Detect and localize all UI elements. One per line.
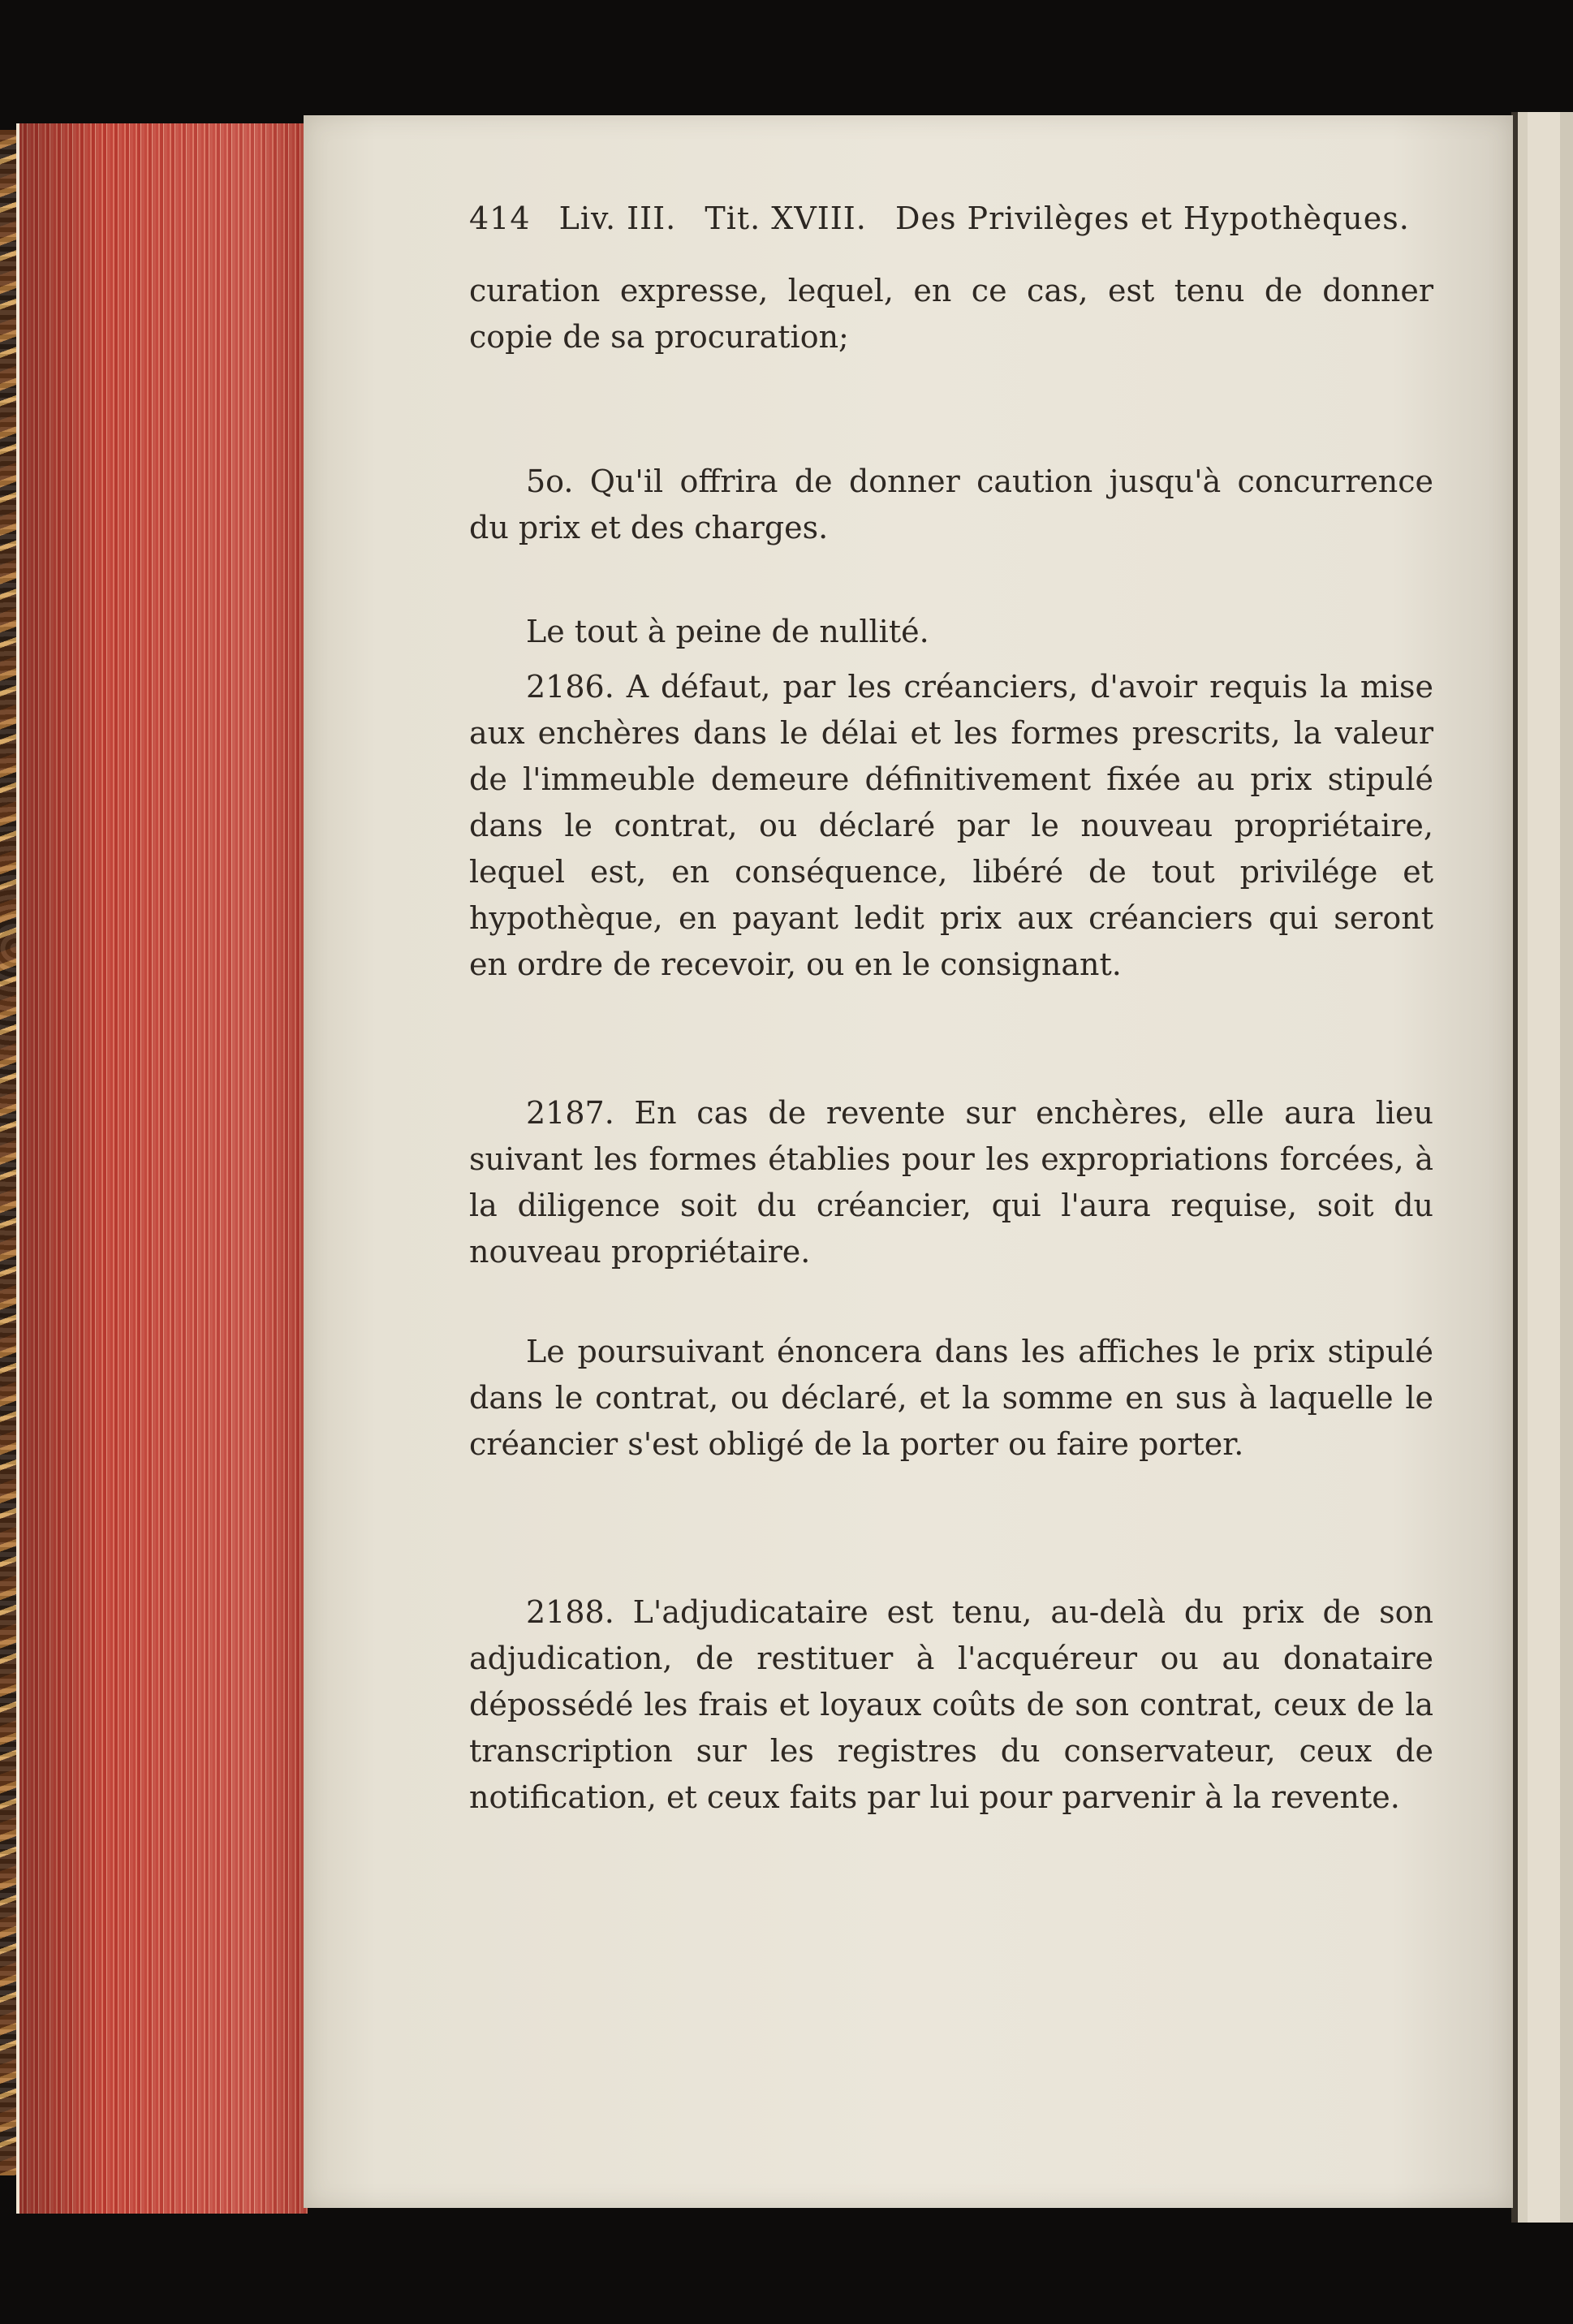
header-book: Liv. III. xyxy=(558,200,677,236)
paragraph-item-5: 5o. Qu'il offrira de donner caution jusqu'à concurrence du prix et des charges. xyxy=(469,464,1433,545)
paragraph-nullity: Le tout à peine de nullité. xyxy=(526,614,929,649)
paragraph-article-2188: 2188. L'adjudicataire est tenu, au-delà du prix de son adjudication, de restituer à l'acquéreur ou au donataire dépossédé les frais et loyaux coûts de son contrat, ceux de la transcription sur les registres du conservateur, ceux de notification, et ceux faits par lui pour parvenir à la revente. xyxy=(469,1594,1433,1815)
header-title-number: Tit. XVIII. xyxy=(705,200,867,236)
header-subject: Des Privilèges et Hypothèques. xyxy=(894,200,1410,236)
page-block-red-edge xyxy=(16,123,308,2214)
running-header xyxy=(469,200,1459,257)
paragraph-poursuivant: Le poursuivant énoncera dans les affiches le prix stipulé dans le contrat, ou déclaré, et la somme en sus à laquelle le créancier s'est obligé de la porter ou faire porter. xyxy=(469,1334,1433,1462)
paragraph-article-2187: 2187. En cas de revente sur enchères, elle aura lieu suivant les formes établies pour les expropriations forcées, à la diligence soit du créancier, qui l'aura requise, soit du nouveau propriétaire. xyxy=(469,1095,1433,1270)
page-number: 414 xyxy=(469,200,531,236)
paragraph-continuation: curation expresse, lequel, en ce cas, est tenu de donner copie de sa procuration; xyxy=(469,273,1433,355)
paragraph-article-2186: 2186. A défaut, par les créanciers, d'avoir requis la mise aux enchères dans le délai et les formes prescrits, la valeur de l'immeuble demeure définitivement fixée au prix stipulé dans le contrat, ou déclaré par le nouveau propriétaire, lequel est, en conséquence, libéré de tout privilége et hypothèque, en payant ledit prix aux créanciers qui seront en ordre de recevoir, ou en le consignant. xyxy=(469,669,1433,982)
adjacent-page-edge xyxy=(1511,112,1573,2223)
